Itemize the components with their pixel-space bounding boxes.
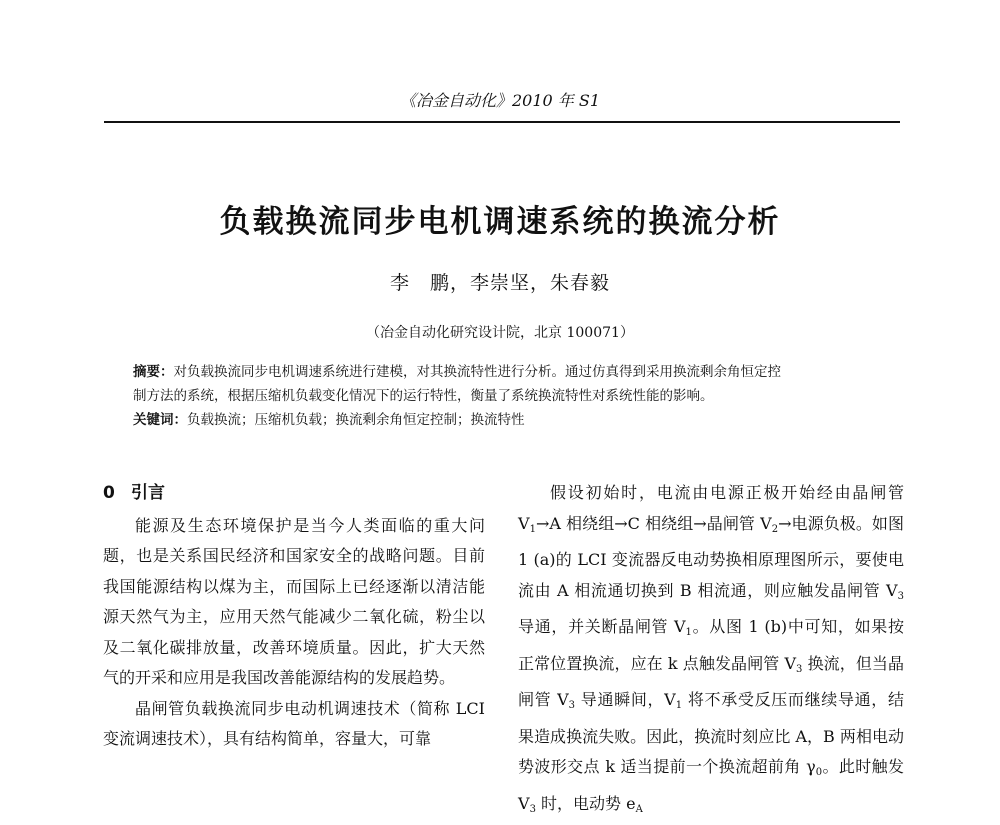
subscript: 3 — [529, 803, 536, 815]
subscript: 2 — [771, 523, 779, 535]
abstract-label: 摘要： — [133, 364, 174, 380]
subscript: A — [635, 803, 643, 815]
subscript: 3 — [897, 590, 904, 602]
subscript: 1 — [685, 627, 692, 638]
text-run: →A 相绕组→C 相绕组→晶闸管 V — [535, 513, 772, 533]
text-run: 换流，但当晶闸管 V — [518, 653, 904, 709]
subscript: 1 — [675, 700, 683, 711]
article-affiliation: （冶金自动化研究设计院，北京 100071） — [366, 325, 634, 341]
article-authors: 李 鹏，李崇坚，朱春毅 — [389, 272, 610, 294]
section-number: 0 — [103, 483, 115, 503]
paragraph — [518, 478, 904, 825]
text-run: 假设初始时，电流由电源正极开始经由晶闸管 V — [518, 483, 904, 533]
text-run: 导通，并关断晶闸管 V — [518, 617, 686, 636]
paragraph: 能源及生态环境保护是当今人类面临的重大问题，也是关系国民经济和国家安全的战略问题。目前我国能源结构以煤为主，而国际上已经逐渐以清洁能源天然气为主，应用天然气能减少二氧化硫，粉尘以及二氧化碳排放量，改善环境质量。因此，扩大天然气的开采和应用是我国改善能源结构的发展趋势。 — [103, 515, 485, 687]
text-run: →电源负极。如图 1 (a)的 LCI 变流器反电动势换相原理图所示，要使电流由 A 相流通切换到 B 相流通，则应触发晶闸管 V — [518, 513, 904, 600]
left-column — [103, 478, 485, 755]
subscript: 0 — [815, 767, 823, 778]
section-title: 引言 — [131, 483, 165, 503]
abstract-line-1 — [133, 360, 873, 384]
text-run: 将不承受反压而继续导通，结果造成换流失败。因此，换流时刻应比 A，B 两相电动势波形交点 k 适当提前一个换流超前角 γ — [518, 690, 904, 776]
keywords-label: 关键词： — [133, 412, 187, 428]
keywords-line — [133, 408, 873, 432]
text-run: 。从图 1 (b)中可知，如果按正常位置换流，应在 k 点触发晶闸管 V — [518, 617, 904, 673]
header-rule — [104, 121, 900, 123]
journal-header: 《冶金自动化》2010 年 S1 — [399, 91, 601, 110]
subscript: 1 — [529, 523, 536, 535]
subscript: 3 — [568, 700, 576, 711]
paragraph: 晶闸管负载换流同步电动机调速技术（简称 LCI 变流调速技术），具有结构简单，容量大，可靠 — [103, 698, 485, 748]
section-heading — [103, 478, 485, 509]
text-run: 。此时触发 V — [518, 757, 904, 813]
abstract-text-1: 对负载换流同步电机调速系统进行建模，对其换流特性进行分析。通过仿真得到采用换流剩余角恒定控 — [173, 364, 781, 380]
abstract-line-2: 制方法的系统，根据压缩机负载变化情况下的运行特性，衡量了系统换流特性对系统性能的影响。 — [133, 388, 714, 404]
text-run: 导通瞬间，V — [575, 690, 676, 709]
article-title: 负载换流同步电机调速系统的换流分析 — [219, 204, 781, 240]
text-run: 时，电动势 e — [535, 793, 636, 813]
keywords-text: 负载换流；压缩机负载；换流剩余角恒定控制；换流特性 — [187, 412, 525, 428]
abstract-block — [133, 360, 873, 432]
subscript: 3 — [796, 663, 803, 675]
right-column — [518, 478, 904, 825]
